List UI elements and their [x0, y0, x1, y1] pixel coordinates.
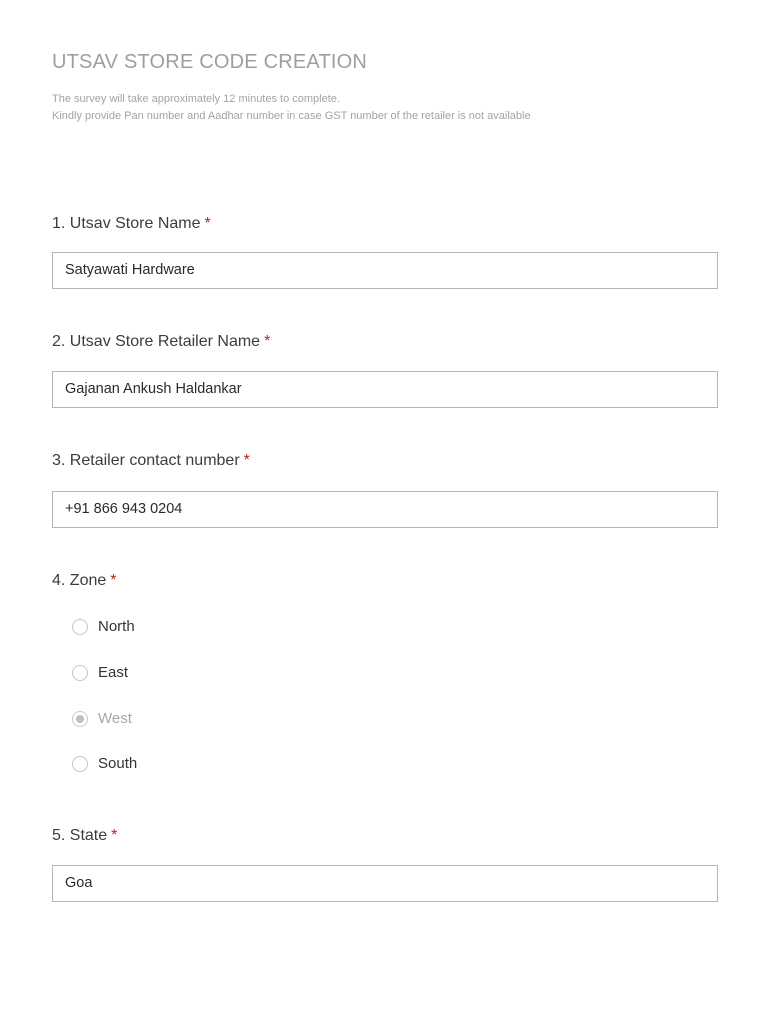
question-2-label — [52, 333, 270, 351]
description-line-1: The survey will take approximately 12 minutes to complete. — [52, 93, 340, 105]
form-description — [52, 91, 531, 125]
question-4-label — [52, 572, 117, 590]
contact-number-value: +91 866 943 0204 — [65, 501, 183, 517]
zone-option-label: North — [98, 618, 135, 635]
zone-option-label: East — [98, 664, 129, 681]
contact-number-field[interactable] — [52, 491, 718, 528]
required-asterisk: * — [243, 452, 250, 469]
required-asterisk: * — [110, 572, 117, 589]
state-field[interactable] — [52, 865, 718, 902]
store-name-value: Satyawati Hardware — [65, 262, 195, 278]
description-line-2: Kindly provide Pan number and Aadhar number in case GST number of the retailer is not available — [52, 110, 531, 122]
zone-option-east[interactable] — [72, 663, 272, 683]
radio-selected-icon[interactable] — [72, 711, 88, 727]
question-2-text: 2. Utsav Store Retailer Name — [52, 333, 261, 350]
retailer-name-field[interactable] — [52, 371, 718, 408]
zone-option-south[interactable] — [72, 754, 272, 774]
store-name-field[interactable] — [52, 252, 718, 289]
zone-option-west[interactable] — [72, 709, 272, 729]
radio-unselected-icon[interactable] — [72, 756, 88, 772]
question-4-text: 4. Zone — [52, 572, 107, 589]
zone-option-label: South — [98, 755, 138, 772]
radio-unselected-icon[interactable] — [72, 619, 88, 635]
form-title: UTSAV STORE CODE CREATION — [52, 51, 368, 73]
question-1-text: 1. Utsav Store Name — [52, 215, 201, 232]
question-3-label — [52, 452, 250, 470]
question-5-text: 5. State — [52, 827, 108, 844]
question-1-label — [52, 215, 211, 233]
required-asterisk: * — [111, 827, 118, 844]
required-asterisk: * — [204, 215, 211, 232]
zone-option-north[interactable] — [72, 617, 272, 637]
required-asterisk: * — [264, 333, 271, 350]
zone-option-label: West — [98, 710, 132, 727]
question-3-text: 3. Retailer contact number — [52, 452, 240, 469]
question-5-label — [52, 827, 117, 845]
radio-unselected-icon[interactable] — [72, 665, 88, 681]
state-value: Goa — [65, 875, 93, 891]
retailer-name-value: Gajanan Ankush Haldankar — [65, 381, 242, 397]
